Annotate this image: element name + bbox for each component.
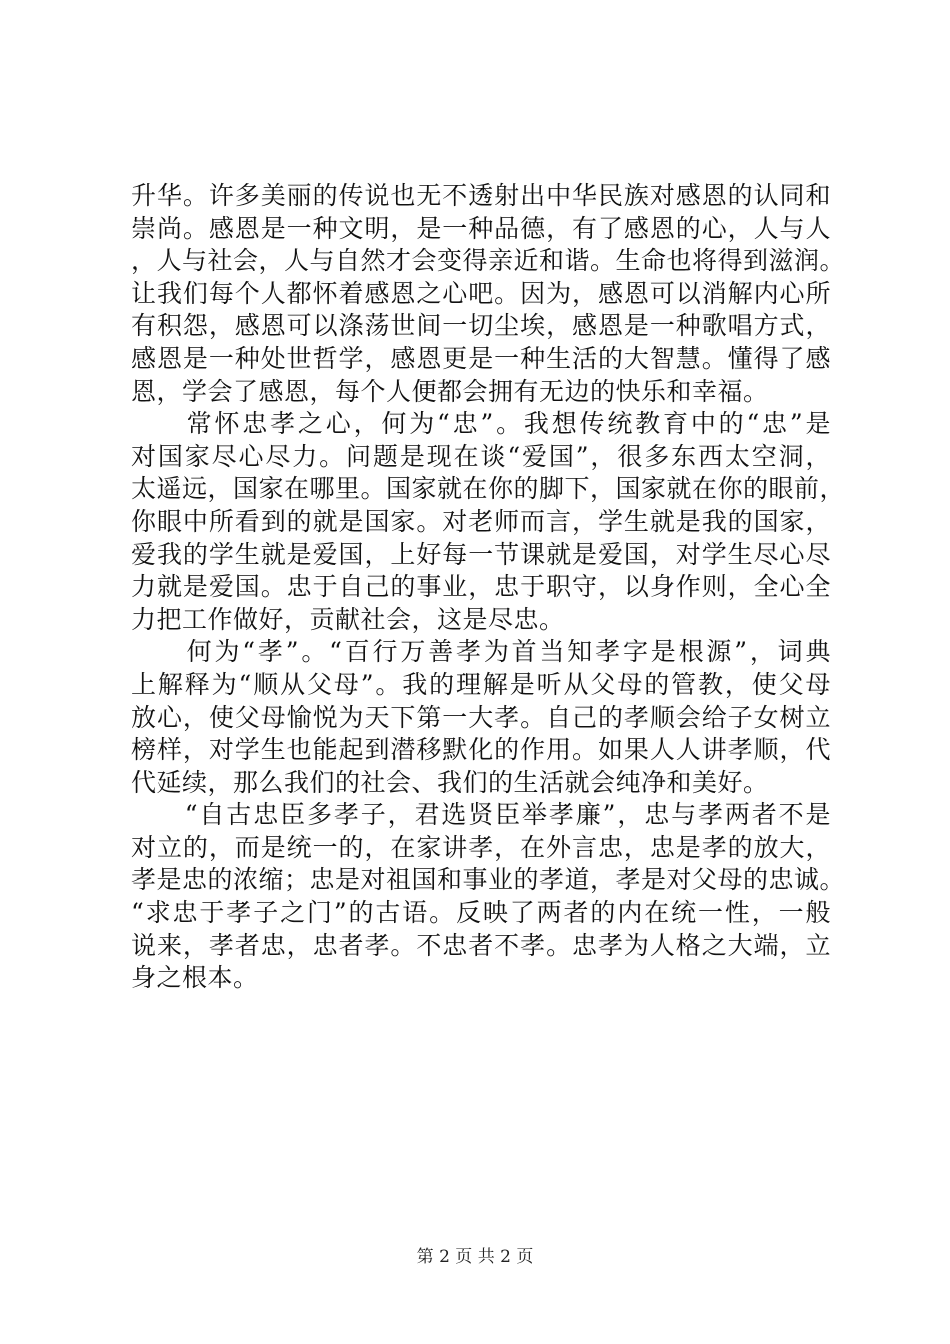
text-line: 力就是爱国。忠于自己的事业，忠于职守，以身作则，全心全 (131, 572, 831, 602)
text-line: 爱我的学生就是爱国，上好每一节课就是爱国，对学生尽心尽 (131, 539, 831, 569)
text-line: 升华。许多美丽的传说也无不透射出中华民族对感恩的认同和 (131, 181, 831, 210)
text-line: 力把工作做好，贡献社会，这是尽忠。 (131, 604, 565, 634)
text-line: ，人与社会，人与自然才会变得亲近和谐。生命也将得到滋润。 (131, 246, 846, 276)
page-number-footer: 第 2 页 共 2 页 (416, 1247, 534, 1267)
text-line: “自古忠臣多孝子，君选贤臣举孝廉”，忠与孝两者不是 (131, 800, 831, 830)
text-line: 说来，孝者忠，忠者孝。不忠者不孝。忠孝为人格之大端，立 (131, 930, 831, 960)
text-line: 让我们每个人都怀着感恩之心吧。因为，感恩可以消解内心所 (131, 278, 831, 308)
text-line: 身之根本。 (131, 963, 259, 993)
text-line: 恩，学会了感恩，每个人便都会拥有无边的快乐和幸福。 (131, 376, 769, 406)
text-line: 代延续，那么我们的社会、我们的生活就会纯净和美好。 (131, 767, 769, 797)
text-line: 常怀忠孝之心，何为“忠”。我想传统教育中的“忠”是 (131, 409, 831, 439)
text-line: 感恩是一种处世哲学，感恩更是一种生活的大智慧。懂得了感 (131, 343, 831, 373)
text-line: 太遥远，国家在哪里。国家就在你的脚下，国家就在你的眼前， (131, 474, 846, 504)
text-line: 有积怨，感恩可以涤荡世间一切尘埃，感恩是一种歌唱方式， (131, 311, 831, 341)
text-line: 对国家尽心尽力。问题是现在谈“爱国”，很多东西太空洞， (131, 441, 831, 471)
text-line: 榜样，对学生也能起到潜移默化的作用。如果人人讲孝顺，代 (131, 735, 831, 765)
text-line: 你眼中所看到的就是国家。对老师而言，学生就是我的国家， (131, 506, 831, 536)
text-line: 孝是忠的浓缩；忠是对祖国和事业的孝道，孝是对父母的忠诚。 (131, 865, 846, 895)
text-line: 对立的，而是统一的，在家讲孝，在外言忠，忠是孝的放大， (131, 832, 831, 862)
text-line: 上解释为“顺从父母”。我的理解是听从父母的管教，使父母 (131, 669, 831, 699)
text-line: 放心，使父母愉悦为天下第一大孝。自己的孝顺会给子女树立 (131, 702, 831, 732)
document-body (131, 180, 846, 995)
text-line: “求忠于孝子之门”的古语。反映了两者的内在统一性，一般 (131, 898, 831, 928)
text-line: 崇尚。感恩是一种文明，是一种品德，有了感恩的心，人与人 (131, 213, 831, 243)
text-line: 何为“孝”。“百行万善孝为首当知孝字是根源”，词典 (131, 637, 831, 667)
